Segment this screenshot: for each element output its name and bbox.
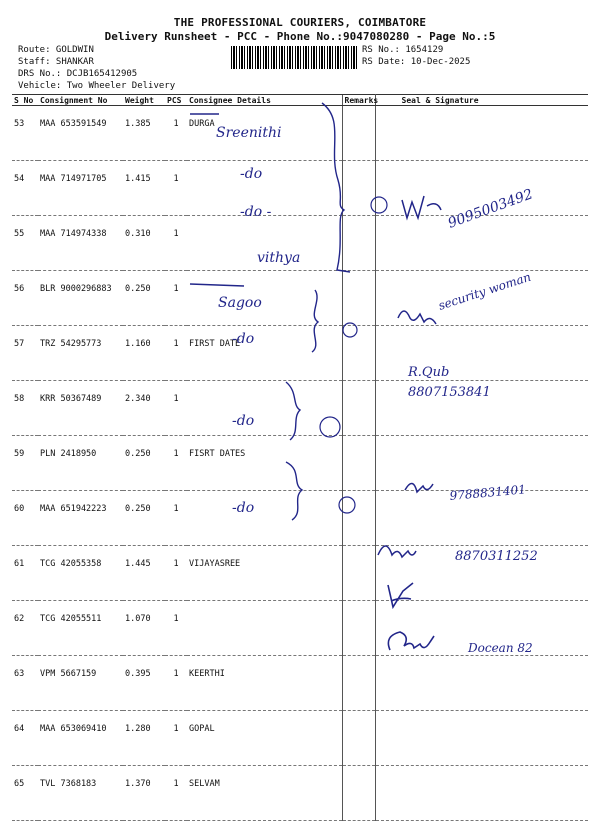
handwriting-name: Sagoo	[218, 295, 262, 311]
table-row	[12, 436, 588, 491]
col-consignee: Consignee Details	[187, 95, 342, 106]
cell-pcs: 1	[165, 711, 187, 766]
cell-signature	[375, 436, 588, 491]
cell-weight: 0.250	[123, 491, 165, 546]
cell-pcs: 1	[165, 106, 187, 161]
cell-signature	[375, 546, 588, 601]
cell-consignee: VIJAYASREE	[187, 546, 342, 601]
cell-consignment: TCG 42055511	[38, 601, 123, 656]
cell-sno: 64	[12, 711, 38, 766]
cell-weight: 1.370	[123, 766, 165, 821]
table-row	[12, 766, 588, 821]
cell-remarks	[342, 161, 375, 216]
cell-remarks	[342, 106, 375, 161]
cell-sno: 65	[12, 766, 38, 821]
consignment-table	[12, 94, 588, 821]
cell-consignment: MAA 714971705	[38, 161, 123, 216]
rs-date: RS Date: 10-Dec-2025	[362, 57, 471, 67]
cell-signature	[375, 766, 588, 821]
cell-sno: 61	[12, 546, 38, 601]
cell-pcs: 1	[165, 656, 187, 711]
table-row	[12, 381, 588, 436]
cell-consignment: BLR 9000296883	[38, 271, 123, 326]
cell-sno: 56	[12, 271, 38, 326]
cell-consignee: SELVAM	[187, 766, 342, 821]
cell-consignee	[187, 161, 342, 216]
col-sno: S No	[12, 95, 38, 106]
col-pcs: PCS	[165, 95, 187, 106]
cell-consignment: MAA 651942223	[38, 491, 123, 546]
cell-remarks	[342, 601, 375, 656]
cell-consignee	[187, 601, 342, 656]
table-row	[12, 161, 588, 216]
cell-remarks	[342, 711, 375, 766]
col-consignment: Consignment No	[38, 95, 123, 106]
cell-remarks	[342, 326, 375, 381]
cell-weight: 2.340	[123, 381, 165, 436]
table-row	[12, 106, 588, 161]
col-remarks: Remarks	[342, 95, 375, 106]
cell-sno: 55	[12, 216, 38, 271]
cell-weight: 0.310	[123, 216, 165, 271]
cell-pcs: 1	[165, 381, 187, 436]
cell-weight: 1.385	[123, 106, 165, 161]
cell-signature	[375, 216, 588, 271]
table-row	[12, 711, 588, 766]
cell-consignee	[187, 381, 342, 436]
cell-pcs: 1	[165, 436, 187, 491]
table-row	[12, 216, 588, 271]
table-row	[12, 546, 588, 601]
cell-sno: 60	[12, 491, 38, 546]
table-row	[12, 271, 588, 326]
handwriting-ditto: -do -	[240, 204, 272, 220]
cell-consignment: TVL 7368183	[38, 766, 123, 821]
cell-pcs: 1	[165, 546, 187, 601]
cell-consignee: KEERTHI	[187, 656, 342, 711]
cell-signature	[375, 106, 588, 161]
cell-pcs: 1	[165, 326, 187, 381]
route-label: Route: GOLDWIN	[18, 45, 94, 55]
handwritten-phone: 9095003492	[445, 186, 536, 232]
cell-sno: 53	[12, 106, 38, 161]
cell-signature	[375, 271, 588, 326]
drs-number: DRS No.: DCJB165412905	[18, 69, 138, 79]
cell-signature	[375, 381, 588, 436]
cell-consignment: VPM 5667159	[38, 656, 123, 711]
table-row	[12, 601, 588, 656]
cell-consignment: MAA 714974338	[38, 216, 123, 271]
cell-consignment: KRR 50367489	[38, 381, 123, 436]
table-row	[12, 326, 588, 381]
handwriting-name: Sreenithi	[216, 125, 282, 141]
cell-remarks	[342, 656, 375, 711]
cell-weight: 0.395	[123, 656, 165, 711]
cell-signature	[375, 656, 588, 711]
cell-sno: 57	[12, 326, 38, 381]
table-row	[12, 656, 588, 711]
cell-consignee: DURGA	[187, 106, 342, 161]
cell-signature	[375, 326, 588, 381]
staff-label: Staff: SHANKAR	[18, 57, 94, 67]
cell-weight: 1.070	[123, 601, 165, 656]
cell-signature	[375, 711, 588, 766]
cell-remarks	[342, 271, 375, 326]
cell-consignee	[187, 216, 342, 271]
cell-sno: 54	[12, 161, 38, 216]
cell-weight: 1.160	[123, 326, 165, 381]
handwritten-signature: R.Qub	[408, 365, 450, 380]
cell-consignment: PLN 2418950	[38, 436, 123, 491]
cell-signature	[375, 491, 588, 546]
handwriting-ditto: -do	[232, 500, 255, 516]
handwritten-phone: 8870311252	[455, 549, 538, 564]
handwritten-signature: Docean 82	[468, 641, 533, 655]
cell-consignee: FIRST DATE	[187, 326, 342, 381]
barcode-image	[231, 46, 357, 69]
company-title: THE PROFESSIONAL COURIERS, COIMBATORE	[173, 16, 427, 29]
cell-consignee	[187, 271, 342, 326]
col-signature: Seal & Signature	[375, 95, 588, 106]
handwriting-ditto: -do	[232, 413, 255, 429]
cell-remarks	[342, 436, 375, 491]
cell-remarks	[342, 381, 375, 436]
cell-remarks	[342, 546, 375, 601]
vehicle-label: Vehicle: Two Wheeler Delivery	[18, 81, 176, 91]
cell-consignment: MAA 653069410	[38, 711, 123, 766]
cell-consignment: MAA 653591549	[38, 106, 123, 161]
cell-pcs: 1	[165, 216, 187, 271]
cell-consignee: FISRT DATES	[187, 436, 342, 491]
handwritten-phone: 8807153841	[408, 385, 491, 400]
cell-sno: 58	[12, 381, 38, 436]
cell-remarks	[342, 216, 375, 271]
cell-pcs: 1	[165, 271, 187, 326]
handwriting-ditto: -do	[232, 331, 255, 347]
cell-pcs: 1	[165, 491, 187, 546]
cell-pcs: 1	[165, 766, 187, 821]
rs-number: RS No.: 1654129	[362, 45, 444, 55]
cell-signature	[375, 601, 588, 656]
cell-remarks	[342, 766, 375, 821]
handwriting-name: vithya	[257, 250, 301, 266]
cell-weight: 1.280	[123, 711, 165, 766]
cell-signature	[375, 161, 588, 216]
handwriting-ditto: -do	[240, 166, 263, 182]
cell-consignment: TCG 42055358	[38, 546, 123, 601]
cell-pcs: 1	[165, 601, 187, 656]
cell-consignee: GOPAL	[187, 711, 342, 766]
table-row	[12, 491, 588, 546]
cell-weight: 0.250	[123, 436, 165, 491]
cell-weight: 0.250	[123, 271, 165, 326]
col-weight: Weight	[123, 95, 165, 106]
cell-sno: 63	[12, 656, 38, 711]
handwritten-signature: security woman	[436, 269, 533, 313]
cell-sno: 62	[12, 601, 38, 656]
cell-remarks	[342, 491, 375, 546]
cell-consignee	[187, 491, 342, 546]
cell-sno: 59	[12, 436, 38, 491]
cell-consignment: TRZ 54295773	[38, 326, 123, 381]
handwritten-phone: 9788831401	[449, 482, 527, 503]
cell-pcs: 1	[165, 161, 187, 216]
table-header-row	[12, 95, 588, 106]
cell-weight: 1.415	[123, 161, 165, 216]
runsheet-title: Delivery Runsheet - PCC - Phone No.:9047080280 - Page No.:5	[104, 30, 496, 43]
cell-weight: 1.445	[123, 546, 165, 601]
